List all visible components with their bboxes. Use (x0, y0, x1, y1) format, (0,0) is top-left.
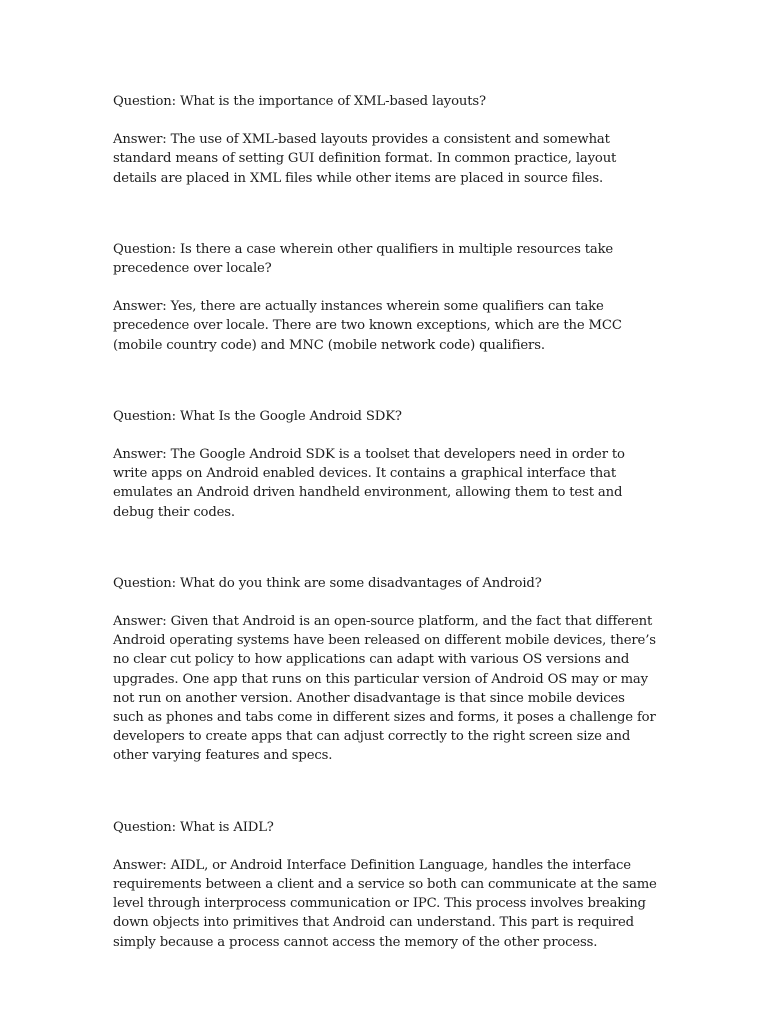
qa-block-android-sdk (113, 407, 658, 522)
qa-block-qualifiers-precedence (113, 240, 658, 355)
qa-block-android-disadvantages (113, 574, 658, 766)
answer-text: Answer: AIDL, or Android Interface Definition Language, handles the interface requirements between a client and a service so both can communicate at the same level through interprocess communication or IPC. This process involves breaking down objects into primitives that Android can understand. This part is required simply because a process cannot access the memory of the other process. (113, 857, 657, 950)
document-body (113, 92, 658, 1004)
question-text: Question: What is AIDL? (113, 819, 274, 835)
answer-text: Answer: Given that Android is an open-source platform, and the fact that different Android operating systems have been released on different mobile devices, there’s no clear cut policy to how applications can adapt with various OS versions and upgrades. One app that runs on this particular version of Android OS may or may not run on another version. Another disadvantage is that since mobile devices such as phones and tabs come in different sizes and forms, it poses a challenge for developers to create apps that can adjust correctly to the right screen size and other varying features and specs. (113, 614, 656, 764)
question-text: Question: Is there a case wherein other qualifiers in multiple resources take precedence over locale? (113, 241, 614, 277)
qa-block-aidl (113, 818, 658, 952)
answer-text: Answer: Yes, there are actually instances wherein some qualifiers can take precedence over locale. There are two known exceptions, which are the MCC (mobile country code) and MNC (mobile network code) qualifiers. (113, 299, 622, 353)
question-text: Question: What Is the Google Android SDK? (113, 408, 402, 424)
answer-text: Answer: The use of XML-based layouts provides a consistent and somewhat standard means of setting GUI definition format. In common practice, layout details are placed in XML files while other items are placed in source files. (113, 132, 617, 186)
answer-text: Answer: The Google Android SDK is a toolset that developers need in order to write apps on Android enabled devices. It contains a graphical interface that emulates an Android driven handheld environment, allowing them to test and debug their codes. (113, 447, 625, 520)
question-text: Question: What is the importance of XML-based layouts? (113, 94, 486, 109)
question-text: Question: What do you think are some disadvantages of Android? (113, 575, 542, 591)
qa-block-xml-layouts (113, 92, 658, 188)
